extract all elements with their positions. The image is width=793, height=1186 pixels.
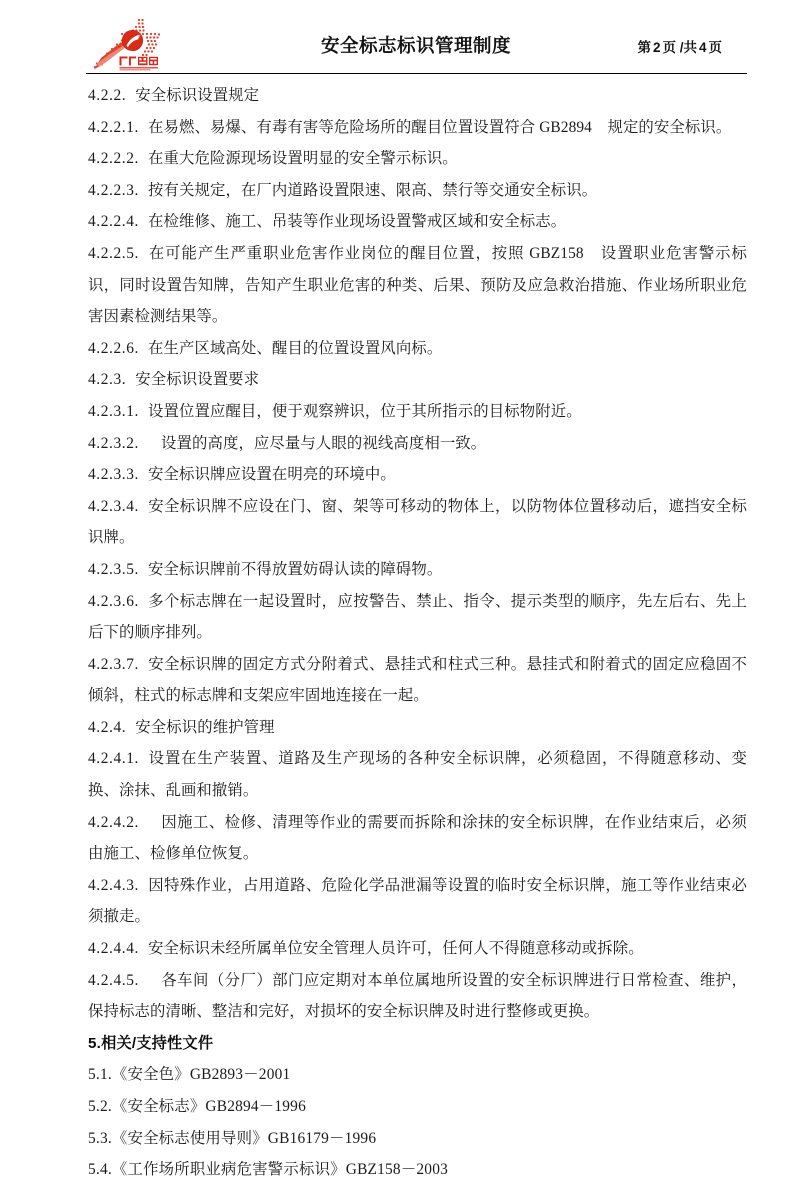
header-divider: [86, 73, 747, 74]
paragraph-number: 4.2.4.1.: [88, 750, 139, 768]
paragraph-text: 在检维修、施工、吊装等作业现场设置警戒区域和安全标志。: [147, 213, 567, 231]
paragraph-4-2-2-5: [88, 238, 747, 333]
page-header: [86, 14, 746, 73]
paragraph-text: 安全标识牌不应设在门、窗、架等可移动的物体上，以防物体位置移动后，遮挡安全标识牌。: [88, 497, 747, 547]
paragraph-number: 4.2.4.5.: [88, 971, 139, 989]
paragraph-text: 安全标识设置要求: [135, 371, 260, 389]
page-separator: /共: [679, 40, 697, 55]
page-label-prefix: 第: [637, 40, 651, 55]
paragraph-number: 4.2.3.6.: [88, 592, 139, 610]
paragraph-number: 4.2.2.: [88, 87, 127, 104]
reference-item-5-3: [88, 1123, 747, 1155]
reference-number: 5.3.: [88, 1129, 112, 1147]
paragraph-4-2-3: [88, 364, 747, 396]
paragraph-text: 安全标识牌的固定方式分附着式、悬挂式和柱式三种。悬挂式和附着式的固定应稳固不倾斜，柱式的标志牌和支架应牢固地连接在一起。: [88, 655, 747, 705]
paragraph-number: 4.2.2.2.: [88, 150, 139, 168]
section-heading-5: [88, 1028, 747, 1060]
section-number: 5.: [88, 1034, 102, 1052]
reference-text: 《安全标志使用导则》GB16179－1996: [111, 1129, 377, 1147]
paragraph-4-2-2-4: [88, 206, 747, 238]
paragraph-4-2-2-3: [88, 175, 747, 207]
page-number-indicator: [637, 36, 722, 56]
paragraph-text: 在易燃、易爆、有毒有害等危险场所的醒目位置设置符合 GB2894 规定的安全标识。: [147, 118, 732, 136]
paragraph-text: 在生产区域高处、醒目的位置设置风向标。: [147, 339, 443, 357]
paragraph-number: 4.2.2.4.: [88, 213, 139, 231]
paragraph-number: 4.2.2.6.: [88, 339, 139, 357]
paragraph-4-2-3-7: [88, 649, 747, 712]
paragraph-text: 安全标识未经所属单位安全管理人员许可，任何人不得随意移动或拆除。: [147, 940, 644, 958]
page-total: 4: [698, 40, 707, 55]
paragraph-number: 4.2.3.: [88, 371, 127, 389]
page-total-unit: 页: [708, 40, 722, 55]
document-body: [88, 80, 747, 1186]
paragraph-4-2-4-2: [88, 807, 747, 870]
reference-item-5-1: [88, 1059, 747, 1091]
reference-item-5-2: [88, 1091, 747, 1123]
paragraph-number: 4.2.4.3.: [88, 876, 139, 894]
paragraph-4-2-2: [88, 80, 747, 112]
paragraph-number: 4.2.2.1.: [88, 118, 139, 136]
reference-text: 《工作场所职业病危害警示标识》GBZ158－2003: [111, 1161, 448, 1179]
paragraph-text: 设置的高度，应尽量与人眼的视线高度相一致。: [160, 434, 487, 452]
page-title: 安全标志标识管理制度: [320, 35, 511, 56]
paragraph-number: 4.2.3.7.: [88, 655, 139, 673]
paragraph-number: 4.2.3.4.: [88, 497, 139, 515]
paragraph-text: 在重大危险源现场设置明显的安全警示标识。: [147, 150, 458, 168]
paragraph-4-2-2-6: [88, 333, 747, 365]
paragraph-text: 各车间（分厂）部门应定期对本单位属地所设置的安全标识牌进行日常检查、维护，保持标志的清晰、整洁和完好，对损坏的安全标识牌及时进行整修或更换。: [88, 971, 747, 1021]
paragraph-text: 多个标志牌在一起设置时，应按警告、禁止、指令、提示类型的顺序，先左后右、先上后下的顺序排列。: [88, 592, 747, 642]
paragraph-number: 4.2.2.3.: [88, 181, 139, 199]
paragraph-number: 4.2.4.4.: [88, 940, 139, 958]
reference-text: 《安全色》GB2893－2001: [111, 1066, 291, 1084]
paragraph-text: 因特殊作业，占用道路、危险化学品泄漏等设置的临时安全标识牌，施工等作业结束必须撤走。: [88, 876, 747, 926]
paragraph-number: 4.2.4.: [88, 718, 127, 736]
paragraph-text: 因施工、检修、清理等作业的需要而拆除和涂抹的安全标识牌，在作业结束后，必须由施工、检修单位恢复。: [88, 813, 747, 863]
reference-item-5-4: [88, 1154, 747, 1186]
paragraph-text: 安全标识设置规定: [135, 87, 260, 104]
paragraph-number: 4.2.2.5.: [88, 244, 139, 262]
page-current: 2: [652, 40, 661, 55]
paragraph-text: 设置位置应醒目，便于观察辨识，位于其所指示的目标物附近。: [147, 402, 582, 420]
paragraph-4-2-3-5: [88, 554, 747, 586]
paragraph-4-2-4-4: [88, 933, 747, 965]
reference-number: 5.1.: [88, 1066, 112, 1084]
paragraph-4-2-4: [88, 712, 747, 744]
paragraph-text: 设置在生产装置、道路及生产现场的各种安全标识牌，必须稳固，不得随意移动、变换、涂抹、乱画和撤销。: [88, 750, 747, 800]
paragraph-text: 安全标识牌应设置在明亮的环境中。: [147, 466, 396, 484]
page-unit: 页: [662, 40, 676, 55]
paragraph-4-2-3-1: [88, 396, 747, 428]
section-title: 相关/支持性文件: [101, 1034, 214, 1052]
paragraph-4-2-4-5: [88, 965, 747, 1028]
paragraph-4-2-3-4: [88, 491, 747, 554]
paragraph-number: 4.2.3.3.: [88, 466, 139, 484]
paragraph-4-2-2-1: [88, 112, 747, 144]
paragraph-text: 安全标识的维护管理: [135, 718, 275, 736]
reference-text: 《安全标志》GB2894－1996: [111, 1098, 306, 1115]
reference-number: 5.4.: [88, 1161, 112, 1179]
reference-number: 5.2.: [88, 1098, 112, 1115]
paragraph-text: 按有关规定，在厂内道路设置限速、限高、禁行等交通安全标识。: [147, 181, 598, 199]
paragraph-4-2-3-6: [88, 586, 747, 649]
paragraph-number: 4.2.4.2.: [88, 813, 139, 831]
paragraph-4-2-2-2: [88, 143, 747, 175]
paragraph-number: 4.2.3.2.: [88, 434, 139, 452]
paragraph-number: 4.2.3.1.: [88, 402, 139, 420]
paragraph-4-2-4-1: [88, 743, 747, 806]
paragraph-4-2-3-3: [88, 459, 747, 491]
paragraph-text: 在可能产生严重职业危害作业岗位的醒目位置，按照 GBZ158 设置职业危害警示标识，同时设置告知牌，告知产生职业危害的种类、后果、预防及应急救治措施、作业场所职业危害因素检测结果等。: [88, 244, 747, 326]
paragraph-text: 安全标识牌前不得放置妨碍认读的障碍物。: [147, 560, 443, 578]
paragraph-4-2-3-2: [88, 428, 747, 460]
paragraph-number: 4.2.3.5.: [88, 560, 139, 578]
paragraph-4-2-4-3: [88, 870, 747, 933]
